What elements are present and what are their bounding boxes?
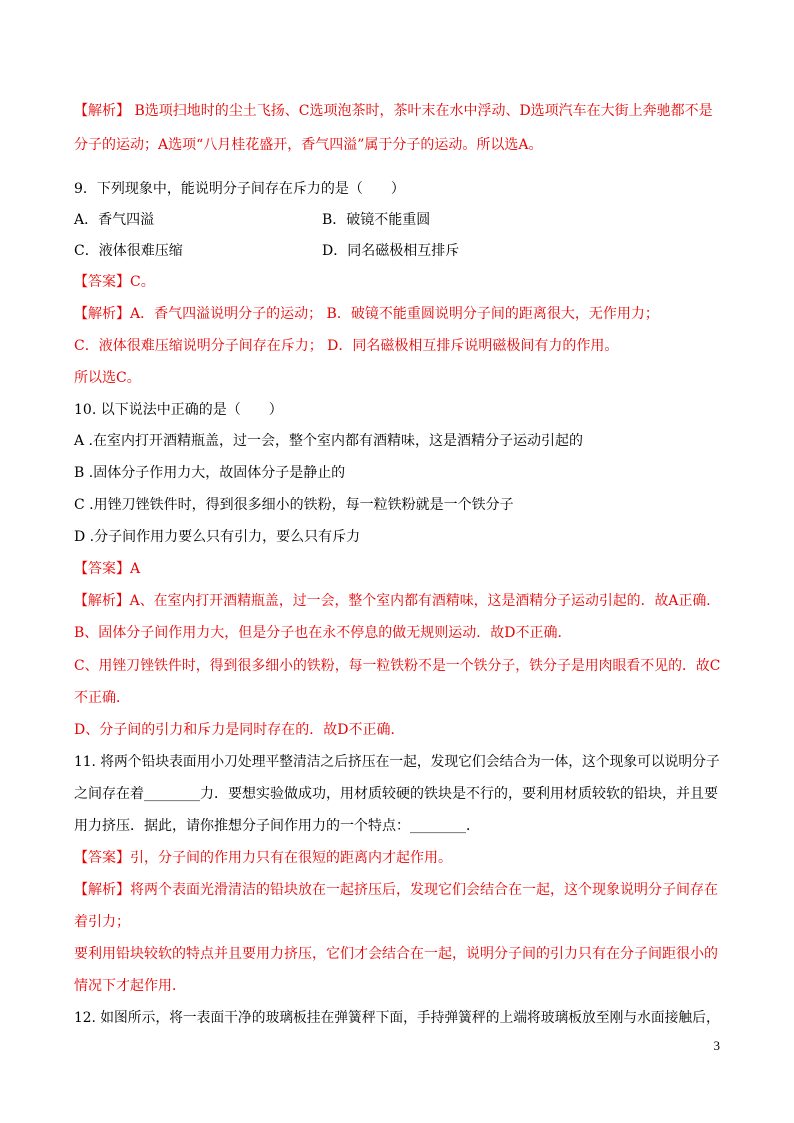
analysis-q10-line-1: 【解析】A、在室内打开酒精瓶盖，过一会，整个室内都有酒精味，这是酒精分子运动引起的．故A正确． — [74, 593, 721, 609]
question-11-line-2: 之间存在着________力．要想实验做成功，用材质较硬的铁块是不行的，要利用材质较软的铅块，并且要 — [74, 786, 718, 802]
analysis-q11-line-4: 情况下才起作用． — [74, 978, 186, 994]
q9-option-d: D．同名磁极相互排斥 — [322, 243, 460, 259]
question-11-line-1: 11. 将两个铅块表面用小刀处理平整清洁之后挤压在一起，发现它们会结合为一体，这个现象可以说明分子 — [74, 754, 720, 770]
analysis-q11-line-2: 着引力； — [74, 914, 130, 930]
q9-option-a: A．香气四溢 — [74, 212, 155, 228]
analysis-q10-line-4: 不正确． — [74, 690, 130, 706]
q9-option-b: B．破镜不能重圆 — [322, 212, 431, 228]
answer-q11: 【答案】引，分子间的作用力只有在很短的距离内才起作用。 — [74, 850, 452, 866]
question-11-line-3: 用力挤压．据此，请你推想分子间作用力的一个特点：________． — [74, 818, 480, 834]
analysis-q9-line-1: 【解析】A．香气四溢说明分子的运动； B．破镜不能重圆说明分子间的距离很大，无作用力； — [74, 306, 659, 322]
question-12-line-1: 12. 如图所示，将一表面干净的玻璃板挂在弹簧秤下面，手持弹簧秤的上端将玻璃板放至刚与水面接触后， — [74, 1010, 720, 1026]
q10-option-b: B .固体分子作用力大，故固体分子是静止的 — [74, 465, 346, 481]
page-number: 3 — [713, 1038, 720, 1053]
q9-option-c: C．液体很难压缩 — [74, 243, 183, 259]
analysis-q9-line-3: 所以选C。 — [74, 370, 141, 386]
analysis-q10-line-2: B、固体分子间作用力大，但是分子也在永不停息的做无规则运动．故D不正确． — [74, 625, 572, 641]
analysis-q10-line-5: D、分子间的引力和斥力是同时存在的．故D不正确． — [74, 722, 405, 738]
analysis-q9-line-2: C．液体很难压缩说明分子间存在斥力； D．同名磁极相互排斥说明磁极间有力的作用。 — [74, 338, 619, 354]
question-9: 9．下列现象中，能说明分子间存在斥力的是（ ） — [74, 181, 405, 197]
analysis-q8-line-1: 【解析】 B选项扫地时的尘土飞扬、C选项泡茶时，茶叶末在水中浮动、D选项汽车在大街上奔驰都不是 — [74, 103, 713, 119]
question-10: 10. 以下说法中正确的是（ ） — [74, 402, 283, 418]
analysis-q8-line-2: 分子的运动；A选项“八月桂花盛开，香气四溢”属于分子的运动。所以选A。 — [74, 137, 543, 153]
answer-q9: 【答案】C。 — [74, 274, 155, 290]
analysis-q11-line-3: 要利用铅块较软的特点并且要用力挤压，它们才会结合在一起，说明分子间的引力只有在分子间距很小的 — [74, 946, 718, 962]
analysis-q10-line-3: C、用锉刀锉铁件时，得到很多细小的铁粉，每一粒铁粉不是一个铁分子，铁分子是用肉眼看不见的．故C — [74, 658, 721, 674]
q10-option-c: C .用锉刀锉铁件时，得到很多细小的铁粉，每一粒铁粉就是一个铁分子 — [74, 497, 514, 513]
q10-option-d: D .分子间作用力要么只有引力，要么只有斥力 — [74, 529, 361, 545]
answer-q10: 【答案】A — [74, 561, 141, 577]
q10-option-a: A .在室内打开酒精瓶盖，过一会，整个室内都有酒精味，这是酒精分子运动引起的 — [74, 433, 584, 449]
analysis-q11-line-1: 【解析】将两个表面光滑清洁的铅块放在一起挤压后，发现它们会结合在一起，这个现象说明分子间存在 — [74, 882, 718, 898]
